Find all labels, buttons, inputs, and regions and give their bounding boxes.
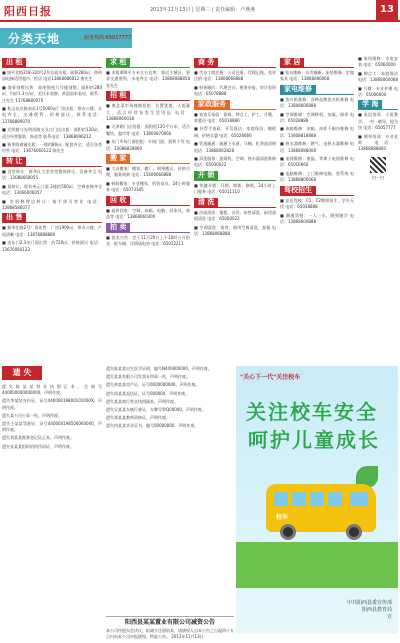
notice-body: 本公司经股东会决议，拟减少注册资本，请债权人自本公告之日起四十五日内向本公司申报债权。特此公告。 2013年11月13日 <box>106 628 234 640</box>
lost-notice-item: 遗失何某某毕业证书，编号00000000，声明作废。 <box>106 423 199 429</box>
listing-item: ■ 农机修理店转让：接手即可营业 电话：13868586077 <box>2 198 102 210</box>
listing-item: ■ 空调维修：空调移机、加氟、保养 电话：65028888 <box>280 111 354 124</box>
listing-item: ■ 光明路与光明西路交叉口门店出租：面积约120㎡，适合经营服装、饰品等 联系电话：13868096212 <box>2 127 102 139</box>
section-header-cleaning: 清 洗 <box>194 198 276 208</box>
section-header-sale: 出 售 <box>2 213 102 223</box>
issue-info: 2013年11月13日 | 星期三 | 责任编辑：卢燕燕 <box>150 7 256 13</box>
listing-item: ■ 洗衣机维修：各种品牌洗衣机维修 电话：13808606888 <box>280 96 354 109</box>
newspaper-logo: 阳西日报 <box>4 5 52 18</box>
section-header-rent: 出 租 <box>2 58 102 68</box>
listing-item: ■ 快捷开锁：开锁、换锁、修锁，24小时上门服务 电话：65011110 <box>194 182 276 195</box>
lost-notice-item: 遗失陈某某营业执照正本，注册号440000000000000，声明作废。 <box>2 384 102 396</box>
listing-item: ■ 代办工商注册：公司注册、代理记账、变更注销 电话：13808668888 <box>194 70 276 82</box>
qr-block <box>358 157 398 182</box>
section-title: 分类天地 <box>8 32 61 46</box>
listing-item: ■ 康北菜市场商铺招租：位置优越，人流量大，适合经营各类生活用品 电话：13868060018 <box>106 103 190 122</box>
listing-item: ■ 海景别墅出售：商座锦苑九号楼别墅，面积约280㎡，均价1.3万/㎡，毛坯未装修，欢迎前来看房，联系：庄先生 13768880070 <box>2 84 102 103</box>
listing-item: ■ 求租400平方米左右仓库：靠近主城区，要求交通便利，水电齐全 电话：13808088858 张先生 <box>106 70 190 88</box>
lost-notice-item: 遗失某公司公章一枚，声明作废。 <box>2 412 62 418</box>
bus-label: 校车 <box>276 514 289 521</box>
listing-item: ■ 月嫂：专业护理 电话：65006600 <box>358 85 398 98</box>
listing-item: ■ 钟点工：家庭保洁 电话：13868060088 <box>358 70 398 83</box>
listing-item: ■ 高价回收：空调、冰箱、电脑、旧家具、废品等 电话：13868060300 <box>106 207 190 220</box>
capital-reduction-notice <box>106 616 234 643</box>
section-header-home: 家 居 <box>280 58 354 68</box>
listing-item: ■ 英语培训：小班教学、一对一辅导，提分快 电话：65057777 <box>358 112 398 131</box>
section-header-wanted: 求 租 <box>106 58 190 68</box>
listing-item: ■ 私山东京路南东1号5000㎡厂房出租：带办公楼、水电齐全，交通便利，价格面议。联系电话：13768889070 <box>2 106 102 124</box>
lost-notice-item: 遗失李某某身份证，证号44000019800101000X，声明作废。 <box>2 398 102 410</box>
lost-notice-item: 遗失某某商行营业执照副本，声明作废。 <box>106 398 178 404</box>
listing-item: ■ 洁丽清洗：地毯、沙发、床垫清洗，厨房油烟清洗 电话：65000022 <box>194 209 276 222</box>
listing-item: ■ 空调清洗：家用、商用空调清洗、加氟 电话：13868068888 <box>194 224 276 236</box>
listing-item: ■ 财务顾问：代理会计、税务申报、审计验资 电话：65078888 <box>194 84 276 97</box>
section-header-housekeeping: 家政服务 <box>194 100 276 110</box>
qr-code-icon <box>370 157 386 173</box>
lost-notice-item: 遗失周某某退伍证，证号000000，声明作废。 <box>106 390 190 396</box>
listing-item: ■ 家具维修：沙发翻新、床垫维修、定做家具 电话：13868086068 <box>280 70 354 82</box>
ad-slogan: "关心下一代"关注校车 <box>240 374 301 381</box>
section-banner <box>0 28 132 48</box>
qr-caption: 扫一扫 <box>372 175 384 181</box>
section-header-appliance-repair: 家电维修 <box>280 85 354 95</box>
lost-notice-section <box>2 366 102 452</box>
section-header-moving: 搬 家 <box>106 154 190 164</box>
listing-item: ■ 东门市场门面招租：多间门面，面积不等 电话：13088828800 <box>106 139 190 151</box>
listing-item: ■ 天津路门店招租：面积约120平方米，适合餐饮、超市等 电话：13800870066 <box>106 124 190 136</box>
lost-notice-item: 遗失陈某某出生医学证明，编号N440000000，声明作废。 <box>106 366 212 371</box>
section-header-auction: 拍 卖 <box>106 223 190 233</box>
listing-item: ■ 大众搬家：搬家、搬厂、钢琴搬运，价格合理，服务周到 电话：15606666888 <box>106 166 190 178</box>
lost-notice-item: 遗失王某某驾驶证，证号440000198506060000，声明作废。 <box>2 421 102 433</box>
column-5 <box>358 56 398 182</box>
section-header-education: 学 海 <box>358 100 398 110</box>
listing-item: ■ 电脑维修：上门维修电脑、装系统 电话：13868806668 <box>280 170 354 183</box>
section-header-business: 商 务 <box>194 58 276 68</box>
listing-item: ■ 清洗服务：油烟机、空调、热水器清洗维修 电话：65030022 <box>194 156 276 168</box>
ad-headline-2: 呵护儿童成长 <box>248 428 380 452</box>
listing-item: ■ 管道疏通：疏通下水道、马桶、化粪池清理 电话：13868062828 <box>194 141 276 153</box>
listing-item: ■ 拍卖公告：定于11月20日上午10时公开拍卖一批车辆，详情请电询 电话：65012211 <box>106 234 190 246</box>
grass-illustration <box>236 542 398 588</box>
column-1 <box>2 56 102 255</box>
listing-item: ■ 康平北路218-320号2层店面出租：面积260㎡，带两部电梯适用超市、饭店 电话13868086012 唐先生 <box>2 70 102 82</box>
column-3 <box>194 56 276 239</box>
column-4 <box>280 56 354 227</box>
listing-item: ■ 电视维修：液晶、等离子电视维修 电话：65016666 <box>280 156 354 168</box>
listing-item: ■ 家家乐家政：保姆、钟点工、护工、月嫂、育婴员 电话：65018886 <box>194 111 276 124</box>
notice-title: 阳西县某某置业有限公司减资公告 <box>124 619 215 626</box>
masthead <box>0 0 400 22</box>
listing-item: ■ 由东门2.3米门面出售：约720㎡，价格面议 电话：13676060122 <box>2 240 102 252</box>
section-header-driving-school: 驾校招生 <box>280 186 354 196</box>
section-header-locksmith: 开 锁 <box>194 171 276 181</box>
lost-notice-item: 遗失吴某某车辆行驶证，车牌号粤Q00000，声明作废。 <box>106 407 206 413</box>
listing-item: ■ 钢琴培训：专业老师 电话：13868688800 <box>358 133 398 152</box>
listing-item: ■ 冰箱维修：冰箱、冰柜不制冷维修 电话：13808818888 <box>280 126 354 138</box>
listing-item: ■ 食堂转让：新华区大型食堂整体转让，设备齐全 电话：13088668055 <box>2 168 102 181</box>
lost-notice-item: 遗失郑某某教师资格证，声明作废。 <box>106 415 170 421</box>
section-header-recycle: 回 收 <box>106 196 190 206</box>
ad-sponsor: 中共阳西县委宣传部 阳西县教育局 宣 <box>346 600 392 620</box>
listing-item: ■ 热水器维修：燃气、电热水器维修 电话：13868088008 <box>280 141 354 153</box>
page-number: 13 <box>376 0 398 20</box>
listing-item: ■ 顺通驾校：一人一车，随到随学 电话：13868600888 <box>280 212 354 224</box>
column-2 <box>106 56 190 249</box>
lost-notice-item: 遗失张某某组织机构代码证，声明作废。 <box>2 443 74 449</box>
listing-item: ■ 家用维修：水电安装 电话：65060000 <box>358 56 398 68</box>
listing-item: ■ 安达驾校：C1、C2牌照招生，学车无忧 电话：65038888 <box>280 197 354 210</box>
lost-notice-item: 遗失刘某某税务登记证正本，声明作废。 <box>2 435 74 441</box>
school-bus-icon <box>266 484 376 532</box>
listing-item: ■ 蚂蚁搬家：专业搬家、拆装家具，24小时服务 电话：65073345 <box>106 180 190 193</box>
listing-item: ■ 新华北路2号厂房出售：厂房1900㎡，带办公楼，产权清晰 电话：13876888880 <box>2 225 102 237</box>
school-bus-safety-ad <box>236 366 398 634</box>
listing-item: ■ 某转让，现有单元门面 2楼约500㎡，空调电梯齐全 电话：13066006057 <box>2 183 102 196</box>
lost-notice-continued <box>106 366 234 640</box>
ad-headline-1: 关注校车安全 <box>246 400 378 424</box>
service-hotline: 服务热线:65017777 <box>84 35 132 41</box>
lost-notice-item: 遗失某某有限公司发票专用章一枚，声明作废。 <box>106 374 190 380</box>
lost-notice-header: 遗 失 <box>2 366 42 380</box>
listing-item: ■ 新华路商铺出租：一楼约80㎡，配套齐全，适合各类经营 电话：13676060122 陈先生 <box>2 142 102 154</box>
lost-notice-item: 遗失黄某某房产证，证号0000000000，声明作废。 <box>106 382 200 388</box>
section-header-transfer: 转 让 <box>2 157 102 167</box>
section-header-lease: 招 租 <box>106 91 190 101</box>
listing-item: ■ 好帮手家政：开荒保洁、家庭保洁、擦玻璃，价格实惠 电话：65026666 <box>194 126 276 138</box>
